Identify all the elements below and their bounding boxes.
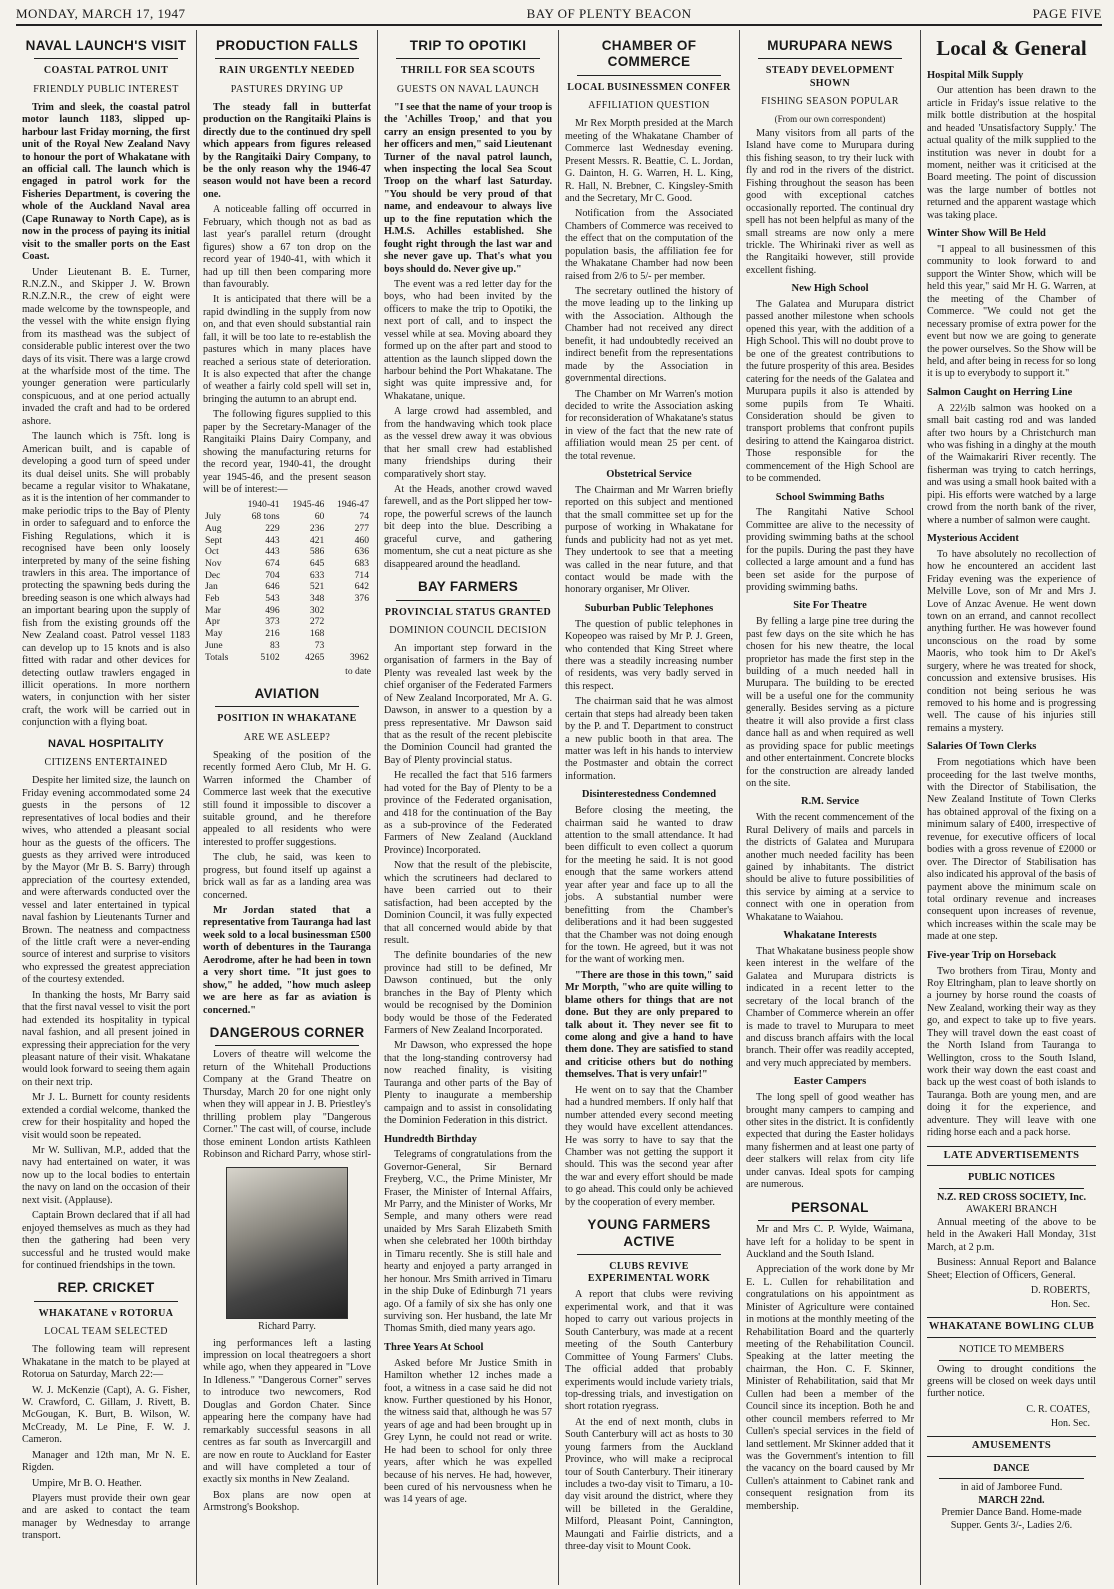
paragraph: Mr J. L. Burnett for county residents extended a cordial welcome, thanked the crew for their hospitality and hoped the visit would soon be repeated. [22, 1092, 190, 1141]
item-heading: Easter Campers [793, 1076, 867, 1088]
paragraph: The event was a red letter day for the boys, who had been invited by the officers to make the trip to Opotiki, the next port of call, and to inspect the vessel while at sea. Moving aboard they formed up on the after part and stood to attention as the launch slipped down the harbour behind the Port Whakatane. The sight was quite impressive and, for Whakatane, unique. [384, 278, 552, 402]
table-cell: 704 [265, 569, 280, 581]
table-cell: 443 [265, 534, 280, 546]
subhead: STEADY DEVELOPMENT SHOWN [765, 65, 895, 89]
paragraph: In thanking the hosts, Mr Barry said that the first naval vessel to visit the port had extended its hospitality in typical naval fashion, and all present joined in expressing their appreciation for the very pleasant nature of their visit. Whakatane would look forward to seeing them again on their next trip. [22, 989, 190, 1088]
table-row [203, 628, 371, 640]
ad-signature-title: Hon. Sec. [1050, 1299, 1090, 1311]
table-note: to date [345, 666, 371, 678]
paragraph: Telegrams of congratulations from the Governor-General, Sir Bernard Freyberg, V.C., the Prime Minister, Mr Fraser, the Minister of Internal Affairs, Mr Parry, and the Minister of Works, Mr Semple, and many others were read unaided by Mrs Sarah Elizabeth Smith when she celebrated her 100th birthday in Timaru recently. She is still hale and hearty and enjoyed a party arranged in her honour. Mrs Smith arrived in Timaru in the ship Duke of Edinburgh 71 years ago. Of a family of six she has only one surviving son. Her husband, the late Mr Thomas Smith, died many years ago. [384, 1149, 552, 1335]
paragraph: Manager and 12th man, Mr N. E. Rigden. [22, 1449, 190, 1474]
paragraph: Many visitors from all parts of the Island have come to Murupara during this fishing season, to try their luck with fly and rod in the rivers of the district. Fishing throughout the season has been good with exceptional catches occasionally reported. The continual dry spell has not been helpful as many of the small streams are now only a mere trickle. The Whirinaki river as well as the Rangitaiki however, still provide excellent fishing. [746, 128, 914, 276]
subhead: CITIZENS ENTERTAINED [44, 757, 168, 769]
paragraph: The Galatea and Murupara district passed another milestone when schools opened this year, with the addition of a High School. This will no doubt prove to be one of the greatest contributions to the future prosperity of this area. Besides catering for the needs of the Galatea and Murupara pupils it also is attended by some pupils from Te Whaiti. Consideration should be given to transport problems that confront pupils desiring to attend the Kaingaroa district. Those responsible for the commencement of the High School are to be commended. [746, 299, 914, 485]
headline-aviation: AVIATION [254, 685, 320, 701]
table-row [203, 523, 371, 535]
item-heading: Hospital Milk Supply [927, 69, 1024, 81]
public-notices-heading: PUBLIC NOTICES [968, 1172, 1055, 1184]
paragraph: Mr Dawson, who expressed the hope that the long-standing controversy had now reached finality, is visiting Tauranga and other parts of the Bay of Plenty to inaugurate a membership campaign and to assist in consolidating the Dominion Federation in this district. [384, 1040, 552, 1127]
paragraph: A noticeable falling off occurred in February, which though not as bad as last year's parallel return (drought figures) show a 67 ton drop on the record year of 1940-41, with which it had up till then been comparing more than favourably. [203, 204, 371, 290]
item-heading: Hundredth Birthday [384, 1133, 477, 1145]
table-row [203, 558, 371, 570]
table-cell: 674 [265, 557, 280, 569]
table-cell: 714 [354, 569, 369, 581]
item-heading: Salmon Caught on Herring Line [927, 386, 1073, 398]
paragraph: The secretary outlined the history of the move leading up to the linking up with the Association. Although the Chamber had not received any direct benefit, it had undoubtedly received an indirect benefit from the representations made by the Association in governmental directions. [565, 286, 733, 385]
paper-name: BAY OF PLENTY BEACON [526, 6, 692, 21]
paragraph: The following team will represent Whakatane in the match to be played at Rotorua on Saturday, March 22:— [22, 1344, 190, 1381]
paragraph: By felling a large pine tree during the past few days on the site which he has chosen for his new theatre, the local proprietor has made the first step in the building of a much needed hall in Murupara. The building to be erected will be a useful one for the community generally. Besides serving as a picture theatre it will also provide a first class dance hall as and when required as well as providing space for public meetings and other entertainment. Concrete blocks for the construction are already landed on the site. [746, 616, 914, 789]
ad-title: N.Z. RED CROSS SOCIETY, Inc. [936, 1191, 1087, 1203]
paragraph: Notification from the Associated Chambers of Commerce was received to the effect that on the computation of the population basis, the affiliation fee for the Whakatane Chamber had now been raised from 2/6 to 5/- per member. [565, 208, 733, 282]
item-heading: Obstetrical Service [606, 469, 692, 481]
paragraph: "There are those in this town," said Mr Morpth, "who are quite willing to blame others for things that are not done. But they are only prepared to talk about it. They never see fit to come along and give a hand to have them done. They are satisfied to stand and criticise others but do nothing themselves. That is very unfair!" [565, 969, 733, 1081]
table-cell: 302 [309, 604, 325, 616]
late-advertisements-heading: LATE ADVERTISEMENTS [927, 1146, 1096, 1167]
column-5 [740, 30, 921, 1585]
paragraph: The following figures supplied to this paper by the Secretary-Manager of the Rangitaiki Plains Dairy Company, and showing the manufacturing returns for the record year, 1940-41, the drought year 1945-46, and the present season will be of interest:— [203, 409, 371, 495]
table-row [203, 511, 371, 523]
subhead: COASTAL PATROL UNIT [43, 65, 169, 77]
table-cell: 83 [270, 639, 280, 651]
paragraph: Despite her limited size, the launch on Friday evening accommodated some 24 guests in the persons of 12 representatives of local bodies and their wives, who attended a pleasant social hour as the guests of the officers. The guests as they arrived were introduced by the Mayor (Mr B. S. Barry) through appreciation of the courtesy extended, and were afterwards conducted over the vessel and later entertained in typical naval fashion by Lieutenants Turner and Brown. The neatness and compactness of the little craft were a never-ending source of interest and surprise to visitors who expressed the greatest appreciation of the courtesy extended. [22, 775, 190, 986]
table-row [203, 581, 371, 593]
headline-trip-to-opotiki: TRIP TO OPOTIKI [409, 38, 527, 53]
subhead: THRILL FOR SEA SCOUTS [400, 65, 536, 77]
paragraph: The Chamber on Mr Warren's motion decided to write the Association asking for reconsideration of Whakatane's status in view of the fact that the new rate of affiliation would mean 25 per cent. of the total revenue. [565, 388, 733, 462]
subhead: LOCAL TEAM SELECTED [44, 1326, 168, 1338]
table-cell: 60 [314, 511, 325, 523]
paragraph: Mr Rex Morpth presided at the March meeting of the Whakatane Chamber of Commerce last Wednesday evening. Present Messrs. R. Beattie, C. L. Jordan, G. Dainton, H. G. Warren, H. L. King, R. Hall, N. Brebner, C. Kingsley-Smith and the Secretary, Mr C. Good. [565, 118, 733, 204]
subhead: DOMINION COUNCIL DECISION [389, 624, 547, 636]
paragraph: The definite boundaries of the new province had still to be defined, Mr Dawson continued, but the only branches in the Bay of Plenty which would be recognised by the Dominion body would be those of the Federated Farmers of New Zealand Incorporated. [384, 950, 552, 1036]
portrait-photo [226, 1167, 348, 1319]
table-cell: 3962 [349, 651, 369, 663]
table-row [203, 546, 371, 558]
paragraph: Before closing the meeting, the chairman said he wanted to draw attention to the small attendance. It had been difficult to even collect a quorum for the meeting he said. It is not good enough that the same workers attend year after year and face up to all the jobs. A substantial number were benefitting from the Chamber's deliberations and it had been suggested that the Chamber was not doing enough for the town. He agreed, but it was not for the want of working men. [565, 805, 733, 966]
paragraph: "I appeal to all businessmen of this community to look forward to and support the Winter Show, which will be held this year," said Mr H. G. Warren, at the meeting of the Chamber of Commerce. "We could not get the necessary promise of extra power for the event but now we are going to generate the power ourselves. So the Show will be held, and after being in recess for so long it is up to everybody to support it." [927, 244, 1096, 380]
table-cell [326, 628, 371, 640]
paragraph: Mr W. Sullivan, M.P., added that the navy had entertained on water, it was now up to the local bodies to entertain the navy on land on the occasion of their next visit. (Applause). [22, 1145, 190, 1206]
ad-date: MARCH 22nd. [978, 1494, 1045, 1506]
ad-signature: C. R. COATES, [1026, 1403, 1090, 1415]
table-cell: Aug [205, 522, 222, 534]
subhead: ARE WE ASLEEP? [243, 731, 331, 743]
paragraph: The long spell of good weather has brought many campers to camping and other sites in the district. It is confidently expected that during the Easter holidays many fishermen and at least one party of deer stalkers will relax from city life under canvas. Ideal spots for camping are numerous. [746, 1092, 914, 1191]
ad-signature: D. ROBERTS, [1030, 1284, 1090, 1296]
table-cell: 236 [309, 522, 325, 534]
paragraph: A report that clubs were reviving experimental work, and that it was hoped to carry out various projects in South Canterbury, was made at a recent meeting of the South Canterbury Committee of Young Farmers' Clubs. The official added that probably experiments would include variety trials, top-dressing trials, and investigation on short rotation ryegrass. [565, 1289, 733, 1413]
paragraph: Speaking of the position of the recently formed Aero Club, Mr H. G. Warren informed the Chamber of Commerce last week that the executive still found it impossible to discover a suitable ground, and he therefore appealed to all residents who were interested to proffer suggestions. [203, 749, 371, 848]
headline-chamber-of-commerce: CHAMBER OF COMMERCE [601, 38, 697, 70]
table-row [203, 593, 371, 605]
paragraph: Players must provide their own gear and are asked to contact the team manager by Wednesday to arrange transport. [22, 1493, 190, 1542]
paragraph: A 22½lb salmon was hooked on a small bait casting rod and was landed after two hours by a Christchurch man who was fishing in a dinghy at the mouth of the Waimakariri River recently. The fisherman was trying to catch herrings, and was using a small hook baited with a pipi. His efforts were watched by a large crowd from the north bank of the river, where a number of salmon were caught. [927, 402, 1096, 526]
subhead: WHAKATANE v ROTORUA [38, 1307, 174, 1319]
ad-text: Annual meeting of the above to be held in the Awakeri Hall Monday, 31st March, at 2 p.m. [927, 1216, 1096, 1253]
ad-text: Premier Dance Band. Home-made Supper. Gents 3/-, Ladies 2/6. [941, 1507, 1082, 1531]
paragraph: Asked before Mr Justice Smith in Hamilton whether 12 inches made a foot, a witness in a case said he did not know. Further questioned by his Honor, the witness said that, although he was 57 years of age and had been brought up in Grey Lynn, he could not read or write. He had been to school for only three years, after which he was expelled because of his nerves. He had, however, been cured of his nervousness when he was 14 years of age. [384, 1357, 552, 1506]
column-3 [378, 30, 559, 1585]
paragraph: The Chairman and Mr Warren briefly reported on this subject and mentioned that the small committee set up for the purpose of working in Whakatane for funds and publicity had not as yet met. They undertook to see that a meeting was called in the near future, and that contact would be made with the honorary organiser, Mr Oliver. [565, 484, 733, 596]
item-heading: Disinterestedness Condemned [581, 789, 717, 801]
item-heading: Mysterious Accident [927, 533, 1019, 544]
subhead: LOCAL BUSINESSMEN CONFER [567, 81, 731, 93]
headline-bay-farmers: BAY FARMERS [417, 579, 519, 595]
headline-naval-hospitality: NAVAL HOSPITALITY [47, 737, 165, 750]
column-1 [16, 30, 197, 1585]
ad-title: DANCE [993, 1463, 1030, 1475]
table-cell: Totals [205, 651, 229, 663]
table-cell [326, 616, 371, 628]
table-cell [326, 605, 371, 617]
table-cell: 73 [314, 639, 325, 651]
headline-production-falls: PRODUCTION FALLS [215, 38, 359, 53]
table-cell: 646 [265, 581, 280, 593]
paragraph: The Rangitahi Native School Committee are alive to the necessity of providing swimming baths at the school for the pupils. During the past they have collected a large amount and a fund has been set aside for the purpose of providing swimming baths. [746, 507, 914, 594]
table-row [203, 535, 371, 547]
lead-paragraph: "I see that the name of your troop is the 'Achilles Troop,' and that you carry an ensign presented to you by her officers and men," said Lieutenant Turner of the naval patrol launch, when inspecting the local Sea Scout Troop on the wharf last Saturday. "You should be very proud of that name, and endeavour to always live up to the fine reputation which the H.M.S. Achilles established. She fought right through the last war and she never gave up. That's what you boys should do. Never give up." [384, 101, 552, 275]
table-cell: Dec [205, 569, 221, 581]
table-cell: 521 [309, 581, 325, 593]
masthead [16, 6, 1102, 26]
paragraph: Now that the result of the plebiscite, which the scrutineers had declared to have been carried out to their satisfaction, had been accepted by the Dominion Council, it was fully expected that all concerned would abide by that result. [384, 860, 552, 946]
table-cell: May [205, 628, 223, 640]
table-cell: 168 [309, 628, 325, 640]
issue-date: MONDAY, MARCH 17, 1947 [16, 6, 186, 21]
column-6 [921, 30, 1102, 1585]
amusements-heading: AMUSEMENTS [927, 1436, 1096, 1457]
table-cell: 496 [265, 604, 280, 616]
table-cell: Oct [205, 546, 219, 558]
ad-subtitle: AWAKERI BRANCH [965, 1204, 1058, 1216]
table-cell: 645 [309, 557, 325, 569]
table-cell: 376 [354, 593, 369, 605]
page-number: PAGE FIVE [1032, 6, 1102, 21]
headline-young-farmers: YOUNG FARMERS ACTIVE [587, 1217, 711, 1249]
paragraph: Box plans are now open at Armstrong's Bookshop. [203, 1489, 371, 1514]
table-cell: Feb [205, 593, 220, 605]
table-cell: 277 [354, 522, 369, 534]
ad-text: in aid of Jamboree Fund. [960, 1482, 1063, 1494]
item-heading: Suburban Public Telephones [584, 602, 714, 614]
paragraph: ing performances left a lasting impression on local theatregoers a short while ago, when they appeared in "Love In Idleness." "Dangerous Corner" serves to introduce two newcomers, Rod Douglas and Gordon Chater. Since appearing here the company have had remarkably successful seasons in all centres as far south as Invercargill and are now en route to Auckland for Easter and will have completed a tour of exactly six months in New Zealand. [203, 1337, 371, 1486]
table-row [203, 616, 371, 628]
paragraph: With the recent commencement of the Rural Delivery of mails and parcels in the districts of Galatea and Murupara another much needed facility has been gained by inhabitants. The district should be alive to future possibilities of this service by aiming at a service to connect with one in operation from Whakatane to Waiahou. [746, 812, 914, 923]
paragraph: Lovers of theatre will welcome the return of the Whitehall Productions Company at the Grand Theatre on Thursday, March 20 for one night only when they will appear in J. B. Priestley's thrilling problem play "Dangerous Corner." The cast will, of course, include those eminent London artists Kathleen Robinson and Richard Parry, whose stirl- [203, 1049, 371, 1160]
paragraph: An important step forward in the organisation of farmers in the Bay of Plenty was revealed last week by the chief organiser of the Federated Farmers of New Zealand Incorporated, Mr A. G. Dawson, in answer to a question by a press representative. Mr Dawson said that as the result of the recent plebiscite the Dominion Council had granted the Bay of Plenty provincial status. [384, 642, 552, 766]
table-row [203, 605, 371, 617]
table-cell: 272 [309, 616, 325, 628]
subhead: FISHING SEASON POPULAR [761, 95, 899, 107]
table-cell: Nov [205, 557, 222, 569]
item-heading: Whakatane Interests [783, 930, 877, 942]
table-cell: 642 [354, 581, 369, 593]
paragraph: Mr Jordan stated that a representative from Tauranga had last week sold to a local businessman £500 worth of debentures in the Tauranga Aerodrome, after he had been in town a very short time. "It just goes to show," he added, "how much asleep we are here as far as aviation is concerned." [203, 905, 371, 1016]
headline-dangerous-corner: DANGEROUS CORNER [209, 1024, 365, 1040]
item-heading: New High School [791, 283, 869, 295]
table-cell: Sept [205, 534, 223, 546]
byline: (From our own correspondent) [774, 114, 886, 125]
paragraph: At the end of next month, clubs in South Canterbury will act as hosts to 30 young farmers from the Auckland Province, who will make a reciprocal tour of South Canterbury. Their itinerary includes a two-day visit to Timaru, a 10-day visit around the district, where they will be billeted in the Geraldine, Milford, Pleasant Point, Cannington, Maungati and Fairlie districts, and a three-day visit to Mount Cook. [565, 1416, 733, 1553]
ad-signature-title: Hon. Sec. [1050, 1418, 1090, 1430]
table-cell: 421 [309, 534, 325, 546]
ad-text: Business: Annual Report and Balance Sheet; Election of Officers, General. [927, 1257, 1096, 1281]
table-cell: 543 [265, 593, 280, 605]
item-heading: Three Years At School [384, 1341, 484, 1353]
paragraph: At the Heads, another crowd waved farewell, and as the Port slipped her tow-rope, the powerful screws of the launch bit deep into the blue. Describing a graceful curve, and gathering momentum, she cut a neat picture as she disappeared around the headland. [384, 483, 552, 570]
table-cell: 229 [265, 522, 280, 534]
paragraph: The club, he said, was keen to progress, but found itself up against a brick wall as far as a landing area was concerned. [203, 852, 371, 901]
paragraph: Our attention has been drawn to the article in Friday's issue relative to the milk bottle distribution at the hospital and headed 'Unsatisfactory Supply.' The actual quality of the milk supplied to the institution was never in doubt for a moment, neither was it criticised at the Board meeting. The point of discussion was the large number of bottles not returned and the apparent wastage which was taking place. [927, 85, 1096, 221]
paragraph: Mr and Mrs C. P. Wylde, Waimana, have left for a holiday to be spent in Auckland and the South Island. [746, 1224, 914, 1260]
subhead: CLUBS REVIVE EXPERIMENTAL WORK [587, 1261, 711, 1285]
paragraph: He recalled the fact that 516 farmers had voted for the Bay of Plenty to be a province of the Federated organisation, and 418 for the continuation of the Bay as a sub-province of the Federated Farmers of New Zealand (Auckland Province) Incorporated. [384, 770, 552, 856]
subhead: PASTURES DRYING UP [230, 83, 344, 95]
headline-murupara-news: MURUPARA NEWS [767, 38, 893, 53]
table-row [203, 570, 371, 582]
butterfat-returns-table [203, 499, 371, 663]
ad-title: WHAKATANE BOWLING CLUB [927, 1317, 1096, 1338]
table-cell: 443 [265, 546, 280, 558]
paragraph: The launch which is 75ft. long is American built, and is capable of developing a good turn of speed under its dual deisel units. She will probably became a regular visitor to Whakatane, as it is the intention of her commander to make periodic trips to the Bay of Plenty in order to safeguard and to enforce the Fishing Regulations, which it is recognised have been only loosely interpreted by many of the seine fishing trawlers in this area. The importance of protecting the spawning beds during the breeding season is one which always had an important bearing upon the supply of fish from the existing grounds off the New Zealand coast. Patrol vessel 1183 can develop up to 15 knots and is also fitted with radar and other devices for detecting outlaw trawlers engaged in illicit operations. In more northern waters, in conjunction with her sister craft, the work will be carried out in conjunction with a flying boat. [22, 431, 190, 729]
table-cell: 636 [354, 546, 369, 558]
item-heading: Five-year Trip on Horseback [927, 949, 1057, 961]
paragraph: He went on to say that the Chamber had a hundred members. If only half that number attended every second meeting they would have excellent attendances. He was sorry to have to say that the Chamber was not getting the support it should. This was the second year after the war and every effort should be made to go ahead. This could only be achieved by the cooperation of every member. [565, 1084, 733, 1208]
subhead: RAIN URGENTLY NEEDED [219, 65, 355, 77]
subhead: GUESTS ON NAVAL LAUNCH [396, 83, 540, 95]
lead-paragraph: Trim and sleek, the coastal patrol motor launch 1183, slipped up-harbour last Friday morning, the first unit of the Royal New Zealand Navy to honour the port of Whakatane with an official call. The launch which is engaged in patrol work for the Fisheries Department, is covering the whole of the Auckland Naval area (Cape Runaway to North Cape), as is now in the process of paying its initial visit to the smaller ports on the East Coast. [22, 101, 190, 263]
paragraph: Appreciation of the work done by Mr E. L. Cullen for rehabilitation and congratulations on his appointment as Minister of Agriculture were contained in motions at the monthly meeting of the Rehabilitation Board and the quarterly meeting of the Rehabilitation Council. Speaking at the latter meeting the chairman, the Hon. C. F. Skinner, Minister of Rehabilitation, said that Mr Cullen had been a member of the Council since its inception. Both he and other council members referred to Mr Cullen's special services in the field of land settlement. Mr Skinner added that it was the Government's intention to fill the vacancy on the board caused by Mr Cullen's attainment to Cabinet rank and consequent resignation from its membership. [746, 1264, 914, 1512]
paragraph: From negotiations which have been proceeding for the last twelve months, with the Director of Stabilisation, the New Zealand Institute of Town Clerks has obtained approval of the fixing on a minimum salary of £400, irrespective of revenue, for executive officers of local bodies with a gross revenue of £2000 or over. The Director of Stabilisation has also indicated his approval of the basis of payment above the minimum scale on total ordinary revenue and increases consequent upon increases of revenue, which increases within the scale may be made at one step. [927, 757, 1096, 943]
paragraph: Captain Brown declared that if all had enjoyed themselves as much as they had then the gathering had been very successful and he trusted would make for continued friendships in the town. [22, 1210, 190, 1271]
table-cell: 216 [265, 628, 280, 640]
headline-naval-launch: NAVAL LAUNCH'S VISIT [25, 38, 187, 53]
ad-subtitle: NOTICE TO MEMBERS [958, 1344, 1065, 1356]
paragraph: That Whakatane business people show keen interest in the welfare of the Galatea and Murupara districts is indicated in a recent letter to the secretary of the local branch of the Chamber of Commerce wherein an offer is made to travel to Murupara to meet and discuss branch affairs with the local branch. Their offer was readily accepted, and very much appreciated by members. [746, 945, 914, 1069]
table-cell: 348 [309, 593, 325, 605]
table-cell: 5102 [260, 651, 280, 663]
paragraph: The question of public telephones in Kopeopeo was raised by Mr P. J. Green, who contended that King Street where there was a steadily increasing number of residents, was very badly served in this respect. [565, 618, 733, 692]
headline-local-general: Local & General [936, 36, 1087, 60]
item-heading: School Swimming Baths [775, 491, 885, 503]
table-cell: July [205, 511, 221, 523]
table-cell: Apr [205, 616, 220, 628]
table-row [203, 652, 371, 664]
subhead: PROVINCIAL STATUS GRANTED [384, 606, 552, 618]
paragraph: Under Lieutenant B. E. Turner, R.N.Z.N., and Skipper J. W. Brown R.N.Z.N.R., the crew of eight were made welcome by the townspeople, and the vessel with the white ensign flying from its masthead was the subject of considerable public interest over the two days of its visit. There was a large crowd at the wharfside most of the time. The younger generation were particularly conspicuous, and at one period actually invaded the craft and had to be ordered ashore. [22, 266, 190, 427]
table-cell: Mar [205, 604, 221, 616]
table-cell: 586 [309, 546, 325, 558]
table-row [203, 640, 371, 652]
column-4 [559, 30, 740, 1585]
headline-personal: PERSONAL [791, 1199, 869, 1215]
paragraph: Two brothers from Tirau, Monty and Roy Eltringham, plan to leave shortly on a journey by horse round the coasts of New Zealand, working their way as they go, and expect to take up to five years. They will travel down the east coast of the North Island from Tauranga to Wellington, cross to the South Island, work their way down the east coast and back up the west coast of both islands to Tauranga. Both are young men, and are doing it for the experience, and adventure. They will leave with one riding horse each and a pack horse. [927, 965, 1096, 1139]
table-cell: 68 tons [251, 511, 280, 523]
table-cell: 74 [359, 511, 369, 523]
item-heading: R.M. Service [800, 796, 860, 808]
lead-paragraph: The steady fall in butterfat production on the Rangitaiki Plains is directly due to the continued dry spell which appears from figures released by the Rangitaiki Dairy Company, to be the only reason why the 1946-47 season would not have been a record one. [203, 101, 371, 200]
table-cell: 373 [265, 616, 280, 628]
paragraph: It is anticipated that there will be a rapid dwindling in the supply from now on, and that even should substantial rain fall, it will be too late to re-establish the pastures which in many places have reached a serious state of deterioration. It is also expected that after the change of weather a fairly cold spell will set in, bringing the autumn to an abrupt end. [203, 294, 371, 405]
photo-caption: Richard Parry. [258, 1321, 316, 1333]
table-cell: Jan [205, 581, 218, 593]
table-cell [326, 640, 371, 652]
paragraph: A large crowd had assembled, and from the handwaving which took place as the vessel drew away it was obvious that her small crew had established many friendships during their comparatively short stay. [384, 406, 552, 480]
subhead: FRIENDLY PUBLIC INTEREST [33, 83, 179, 95]
paragraph: Umpire, Mr B. O. Heather. [32, 1477, 142, 1489]
subhead: POSITION IN WHAKATANE [217, 713, 357, 725]
paragraph: The chairman said that he was almost certain that steps had already been taken by the P. and T. Department to construct a new public booth in that area. The matter was left in his hands to interview the Postmaster and obtain the correct information. [565, 696, 733, 782]
item-heading: Salaries Of Town Clerks [927, 741, 1037, 753]
table-cell: 460 [354, 534, 369, 546]
table-cell: 4265 [305, 651, 325, 663]
paragraph: W. J. McKenzie (Capt), A. G. Fisher, W. Crawford, C. Gillam, J. Rivett, B. McGougan, K. Burt, B. Wilson, W. McCready, M. Le Pine, F. W. J. Cameron. [22, 1384, 190, 1446]
table-header-row: 1940-41 1945-46 1946-47 [247, 499, 369, 511]
paragraph: To have absolutely no recollection of how he encountered an accident last Friday evening was the experience of Melville Love, son of Mr and Mrs J. Love of Anzac Avenue. He went down town on an errand, and cannot recollect anything further. He was however found unconscious on the road by some Maoris, who took him to Dr Akel's surgery, where he was treated for shock, concussion and extensive brusises. His condition not being serious he was removed to his home and is progressing well. The cause of his injuries still remains a mystery. [927, 548, 1096, 734]
table-cell: 633 [309, 569, 325, 581]
column-2 [197, 30, 378, 1585]
ad-text: Owing to drought conditions the greens will be closed on week days until further notice. [927, 1363, 1096, 1400]
table-cell: 683 [354, 557, 369, 569]
table-cell: June [205, 639, 223, 651]
headline-rep-cricket: REP. CRICKET [57, 1280, 155, 1296]
subhead: AFFILIATION QUESTION [588, 100, 710, 112]
item-heading: Site For Theatre [793, 600, 867, 612]
item-heading: Winter Show Will Be Held [927, 228, 1046, 240]
